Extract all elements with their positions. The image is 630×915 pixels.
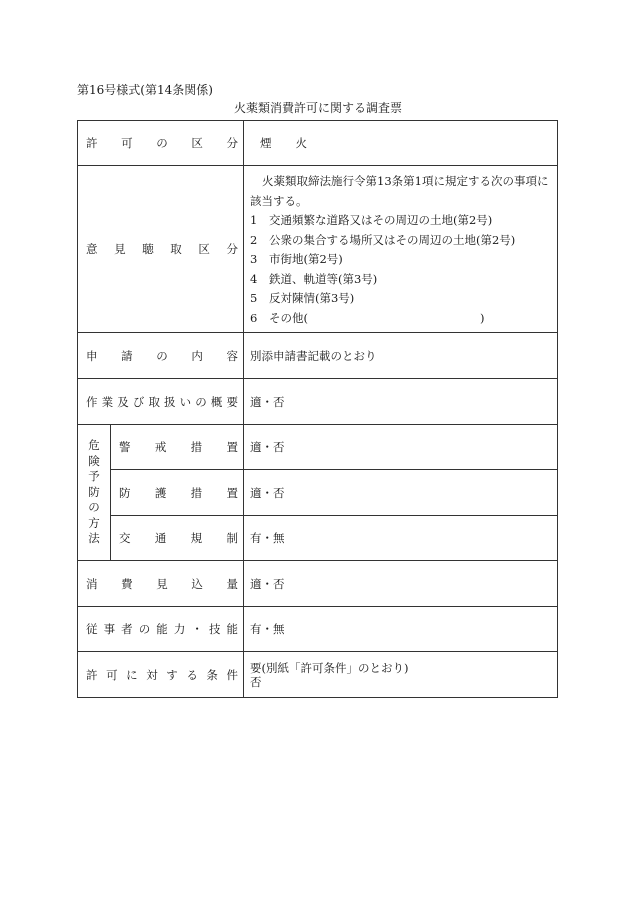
work-overview-value: 適・否 [250, 394, 285, 409]
row-opinion [78, 166, 558, 333]
hazard-protection-value: 適・否 [250, 485, 285, 500]
hazard-traffic-label-cell [111, 516, 244, 561]
hazard-protection-label-cell [111, 470, 244, 516]
hazard-traffic-label: 交 通 規 制 [119, 531, 238, 545]
hazard-protection-label: 防 護 措 置 [119, 485, 238, 500]
hazard-warning-label-cell [111, 425, 244, 470]
hazard-protection-value-cell [244, 470, 558, 516]
survey-form-table [77, 120, 558, 698]
form-title: 火薬類消費許可に関する調査票 [233, 101, 402, 115]
worker-skill-label-cell [78, 607, 244, 652]
permit-type-label: 許 可 の 区 分 [86, 136, 238, 150]
worker-skill-label: 従 事 者 の 能 力 ・ 技 能 [86, 622, 238, 636]
conditions-value [244, 661, 557, 689]
conditions-value-cell [244, 652, 558, 698]
opinion-body [244, 166, 557, 332]
form-number: 第16号様式(第14条関係) [77, 83, 213, 97]
consumption-label: 消 費 見 込 量 [86, 576, 238, 591]
permit-type-label-cell [78, 121, 244, 166]
opinion-item: 5 反対陳情(第3号) [250, 291, 355, 305]
application-label: 申 請 の 内 容 [86, 348, 238, 363]
conditions-label-cell [78, 652, 244, 698]
hazard-traffic-value-cell [244, 516, 558, 561]
hazard-group-label-cell [78, 425, 111, 561]
opinion-item: 3 市街地(第2号) [250, 252, 343, 266]
hazard-warning-label: 警 戒 措 置 [119, 440, 238, 454]
row-consumption [78, 561, 558, 607]
opinion-label-cell [78, 166, 244, 333]
row-application [78, 333, 558, 379]
permit-type-value: 煙 火 [260, 136, 307, 150]
opinion-label: 意 見 聴 取 区 分 [86, 242, 238, 256]
work-overview-label: 作 業 及 び 取 扱 い の 概 要 [86, 394, 238, 409]
consumption-label-cell [78, 561, 244, 607]
row-permit-type [78, 121, 558, 166]
work-overview-label-cell [78, 379, 244, 425]
row-conditions [78, 652, 558, 698]
hazard-warning-value: 適・否 [250, 440, 285, 454]
conditions-required-option: 要(別紙「許可条件」のとおり) [250, 660, 409, 675]
opinion-item: 1 交通頻繁な道路又はその周辺の土地(第2号) [250, 213, 493, 227]
consumption-value: 適・否 [250, 576, 285, 591]
opinion-item: 2 公衆の集合する場所又はその周辺の土地(第2号) [250, 232, 516, 247]
work-overview-value-cell [244, 379, 558, 425]
worker-skill-value-cell [244, 607, 558, 652]
conditions-label: 許 可 に 対 す る 条 件 [86, 667, 238, 682]
permit-type-value-cell [244, 121, 558, 166]
opinion-value-cell [244, 166, 558, 333]
application-value: 別添申請書記載のとおり [250, 348, 377, 363]
row-worker-skill [78, 607, 558, 652]
application-value-cell [244, 333, 558, 379]
row-work-overview [78, 379, 558, 425]
hazard-warning-value-cell [244, 425, 558, 470]
consumption-value-cell [244, 561, 558, 607]
opinion-item-other: 6 その他( ) [250, 310, 485, 325]
worker-skill-value: 有・無 [250, 622, 285, 636]
row-hazard-warning [78, 425, 558, 470]
opinion-intro: 火薬類取締法施行令第13条第1項に規定する次の事項に該当する。 [250, 174, 549, 208]
row-hazard-traffic [78, 516, 558, 561]
hazard-group-label: 危 険 予 防 の 方 法 [88, 438, 100, 546]
row-hazard-protection [78, 470, 558, 516]
conditions-none-option: 否 [250, 674, 262, 689]
opinion-item: 4 鉄道、軌道等(第3号) [250, 271, 378, 286]
application-label-cell [78, 333, 244, 379]
hazard-traffic-value: 有・無 [250, 531, 285, 545]
